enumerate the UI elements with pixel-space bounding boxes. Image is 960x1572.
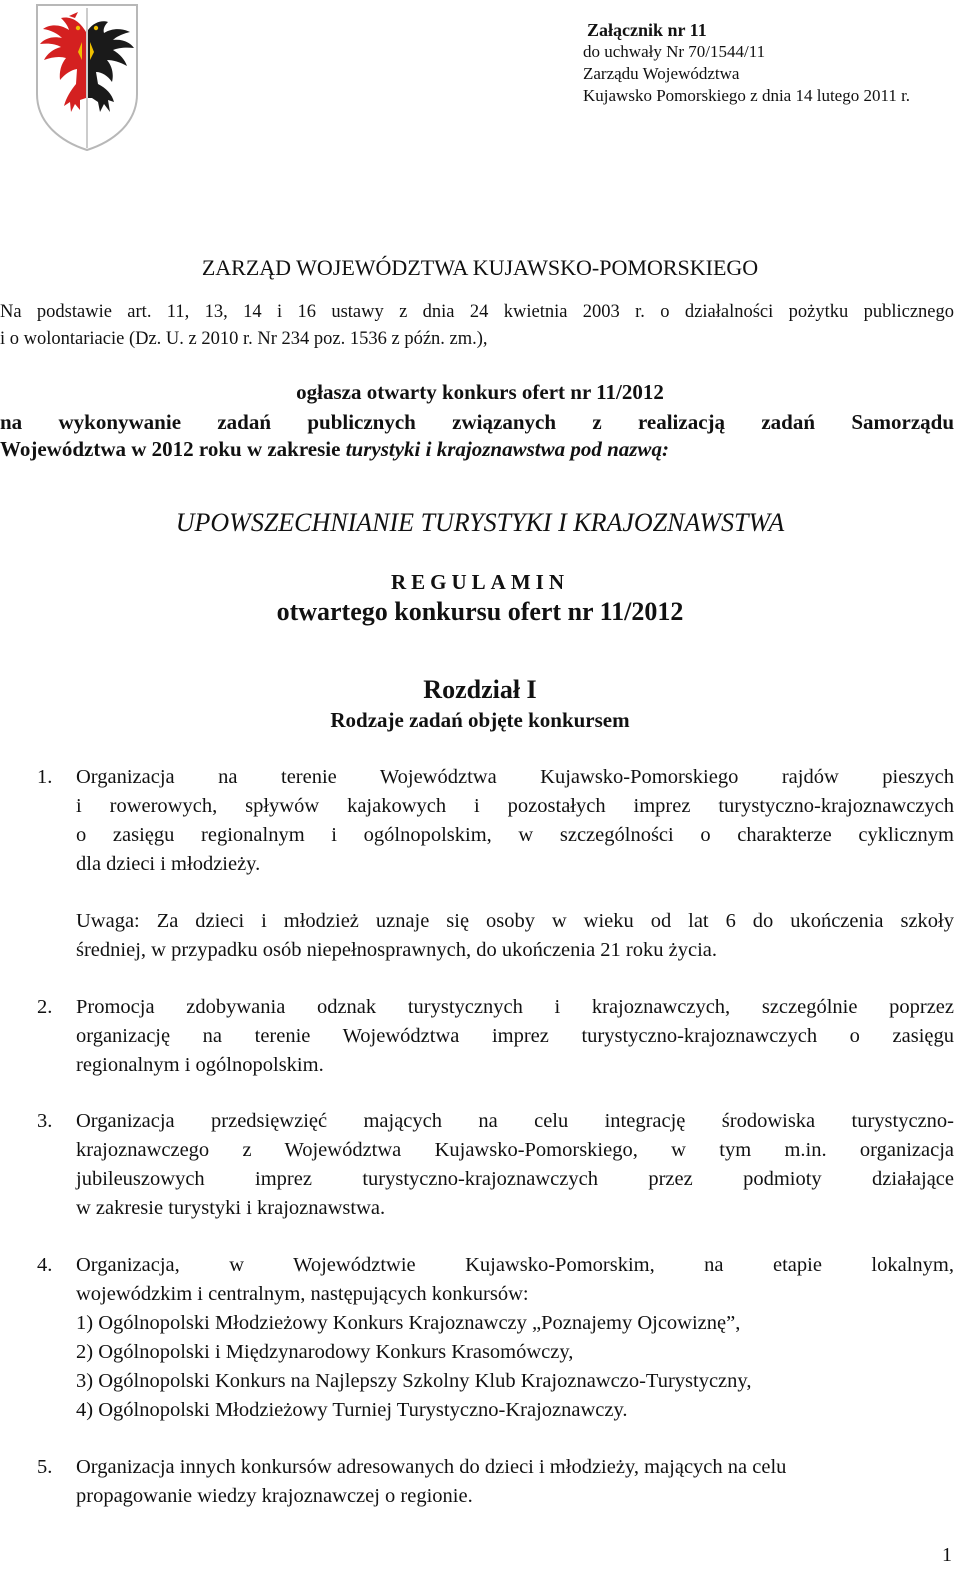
legal-basis-line-2: i o wolontariacie (Dz. U. z 2010 r. Nr 234 poz. 1536 z późn. zm.), — [0, 329, 488, 349]
attachment-resolution: do uchwały Nr 70/1544/11 — [583, 42, 766, 61]
item-4-sub-3: 3) Ogólnopolski Konkurs na Najlepszy Szkolny Klub Krajoznawczo-Turystyczny, — [76, 1370, 752, 1392]
regulations-heading: REGULAMIN — [390, 570, 569, 594]
item-3-line-2: krajoznawczego z Województwa Kujawsko-Pomorskiego, w tym m.in. organizacja — [76, 1139, 954, 1161]
item-4-line-2: wojewódzkim i centralnym, następujących konkursów: — [76, 1283, 529, 1305]
item-2-line-3: regionalnym i ogólnopolskim. — [76, 1054, 324, 1076]
coat-of-arms-logo — [34, 2, 140, 152]
attachment-note — [583, 19, 910, 107]
item-3-line-1: Organizacja przedsięwzięć mających na celu integrację środowiska turystyczno- — [76, 1110, 954, 1132]
tasks-line-2-plain: Województwa w 2012 roku w zakresie — [0, 437, 346, 461]
item-1-line-2: i rowerowych, spływów kajakowych i pozostałych imprez turystyczno-krajoznawczych — [76, 795, 954, 817]
contest-title: otwartego konkursu ofert nr 11/2012 — [276, 597, 684, 626]
item-1-number: 1. — [37, 766, 53, 788]
item-3-number: 3. — [37, 1110, 53, 1132]
board-heading: ZARZĄD WOJEWÓDZTWA KUJAWSKO-POMORSKIEGO — [201, 255, 759, 280]
item-4-sub-1: 1) Ogólnopolski Młodzieżowy Konkurs Krajoznawczy „Poznajemy Ojcowiznę”, — [76, 1312, 741, 1334]
item-1-note-line-2: średniej, w przypadku osób niepełnosprawnych, do ukończenia 21 roku życia. — [76, 939, 718, 961]
item-4-sub-2: 2) Ogólnopolski i Międzynarodowy Konkurs Krasomówczy, — [76, 1341, 574, 1363]
item-1-line-1: Organizacja na terenie Województwa Kujawsko-Pomorskiego rajdów pieszych — [76, 766, 954, 788]
attachment-title: Załącznik nr 11 — [587, 20, 707, 40]
task-title: UPOWSZECHNIANIE TURYSTYKI I KRAJOZNAWSTWA — [175, 508, 785, 537]
chapter-subtitle: Rodzaje zadań objęte konkursem — [330, 708, 630, 732]
attachment-board: Zarządu Województwa — [583, 64, 740, 83]
item-4-line-1: Organizacja, w Województwie Kujawsko-Pomorskim, na etapie lokalnym, — [76, 1254, 954, 1276]
tasks-line-2-italic: turystyki i krajoznawstwa pod nazwą: — [345, 437, 669, 461]
item-1-note-line-1: Uwaga: Za dzieci i młodzież uznaje się osoby w wieku od lat 6 do ukończenia szkoły — [76, 910, 954, 932]
item-2-line-2: organizację na terenie Województwa imprez turystyczno-krajoznawczych o zasięgu — [76, 1025, 954, 1047]
tasks-line-2 — [0, 437, 669, 462]
attachment-date: Kujawsko Pomorskiego z dnia 14 lutego 2011 r. — [583, 86, 911, 105]
legal-basis-line-1: Na podstawie art. 11, 13, 14 i 16 ustawy z dnia 24 kwietnia 2003 r. o działalności pożytku publicznego — [0, 302, 954, 322]
item-5-line-1: Organizacja innych konkursów adresowanych do dzieci i młodzieży, mających na celu — [76, 1456, 787, 1478]
item-5-line-2: propagowanie wiedzy krajoznawczej o regionie. — [76, 1485, 473, 1507]
item-2-number: 2. — [37, 996, 53, 1018]
page-number: 1 — [942, 1544, 952, 1566]
item-1-line-4: dla dzieci i młodzieży. — [76, 853, 261, 875]
announcement: ogłasza otwarty konkurs ofert nr 11/2012 — [296, 380, 664, 404]
chapter-title: Rozdział I — [423, 675, 537, 704]
item-1-line-3: o zasięgu regionalnym i ogólnopolskim, w szczególności o charakterze cyklicznym — [76, 824, 954, 846]
item-4-sub-4: 4) Ogólnopolski Młodzieżowy Turniej Turystyczno-Krajoznawczy. — [76, 1399, 628, 1421]
item-4-number: 4. — [37, 1254, 53, 1276]
item-3-line-3: jubileuszowych imprez turystyczno-krajoznawczych przez podmioty działające — [76, 1168, 954, 1190]
tasks-line-1: na wykonywanie zadań publicznych związanych z realizacją zadań Samorządu — [0, 410, 954, 434]
item-2-line-1: Promocja zdobywania odznak turystycznych i krajoznawczych, szczególnie poprzez — [76, 996, 954, 1018]
item-3-line-4: w zakresie turystyki i krajoznawstwa. — [76, 1197, 386, 1219]
item-5-number: 5. — [37, 1456, 53, 1478]
